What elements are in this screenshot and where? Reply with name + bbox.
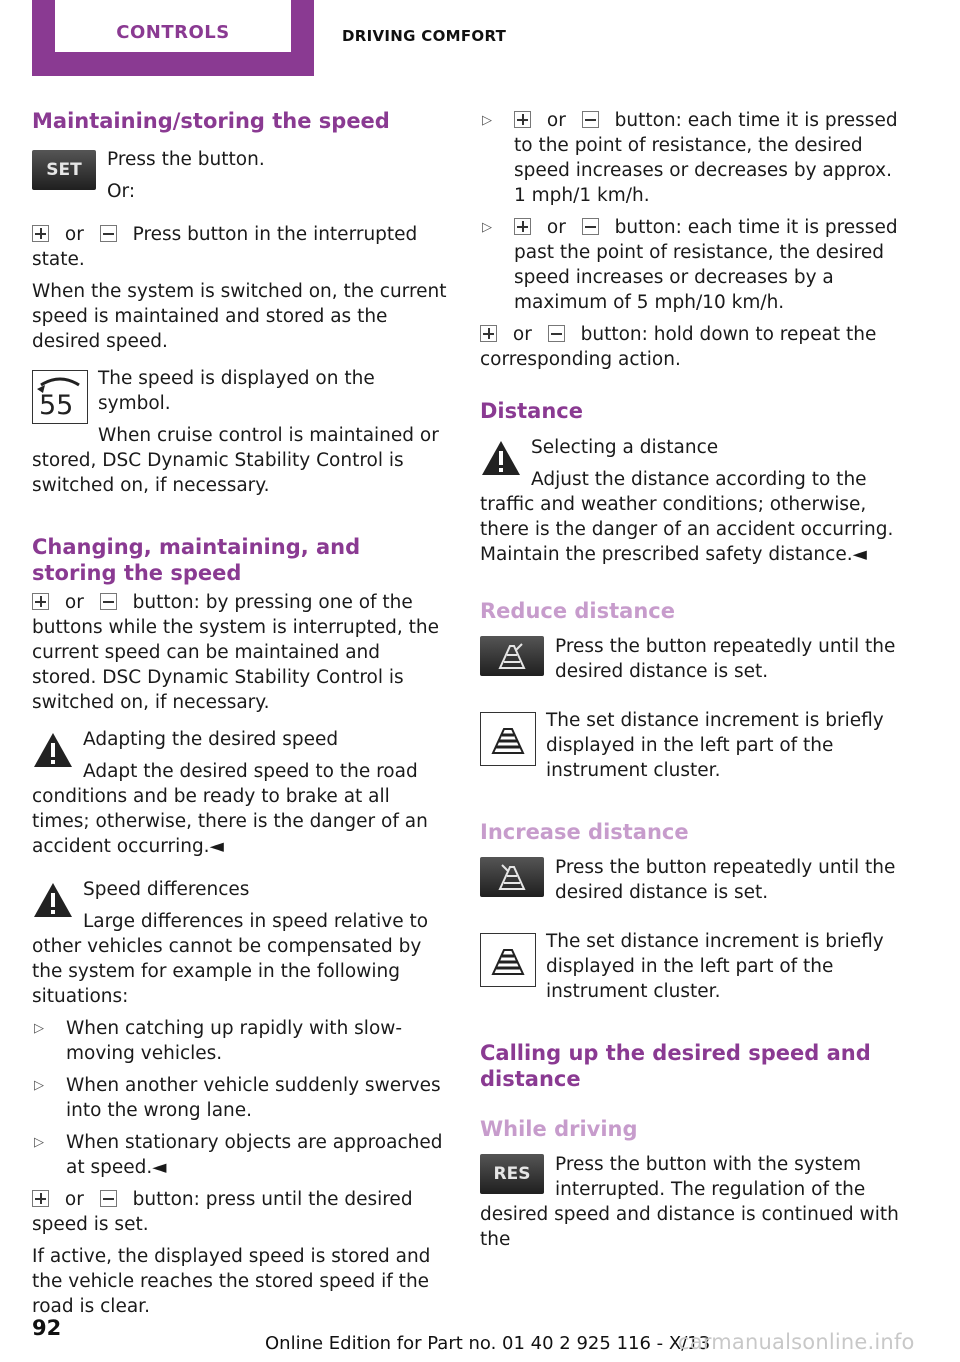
or-word: or xyxy=(546,217,566,238)
selecting-distance-text: Adjust the distance according to the traffic and weather conditions; otherwise, there is the danger of an accident occurring. Maintain the prescribed safety distance.◄ xyxy=(480,469,894,565)
switched-on-text: When the system is switched on, the current speed is maintained and stored as the desired speed. xyxy=(32,281,447,352)
heading-maintaining-storing: Maintaining/storing the speed xyxy=(32,109,390,133)
press-button-text: Press the button. xyxy=(107,149,265,170)
increase-press-block xyxy=(480,855,900,905)
distance-increment-symbol-icon xyxy=(480,712,536,766)
adapting-title: Adapting the desired speed xyxy=(83,729,339,750)
heading-while-driving: While driving xyxy=(480,1117,638,1141)
interrupted-state-line xyxy=(32,222,448,272)
hold-down-line xyxy=(480,322,900,372)
plus-button-icon xyxy=(32,593,49,610)
changing-text: button: by pressing one of the buttons while the system is interrupted, the current speed can be maintained and stored. DSC Dynamic Stability Control is switched on, if necessary. xyxy=(32,592,439,713)
warning-triangle-icon xyxy=(480,439,522,477)
or-label: Or: xyxy=(107,181,136,202)
list-item: ▷ When stationary objects are approached at speed.◄ xyxy=(34,1132,443,1178)
page-number: 92 xyxy=(32,1316,62,1340)
list-item xyxy=(480,215,900,315)
cruise-speed-symbol-icon xyxy=(32,370,88,424)
press-until-text: button: press until the desired speed is set. xyxy=(32,1189,413,1235)
header-tab-controls-label: CONTROLS xyxy=(55,0,291,52)
distance-reduce-key-icon xyxy=(480,636,544,676)
selecting-distance-title: Selecting a distance xyxy=(531,437,719,458)
res-key-icon: RES xyxy=(480,1154,544,1194)
adapting-warning-block xyxy=(32,727,448,859)
warning-triangle-icon xyxy=(32,881,74,919)
left-column xyxy=(32,108,448,1319)
speed-symbol-block xyxy=(32,366,448,498)
set-key-icon: SET xyxy=(32,150,96,190)
bullet-text: button: each time it is pressed past the point of resistance, the desired speed increases or decreases by a maximum of 5 mph/10 km/h. xyxy=(514,217,898,313)
press-until-line xyxy=(32,1187,448,1237)
heading-increase-distance: Increase distance xyxy=(480,820,689,844)
plus-button-icon xyxy=(480,325,497,342)
minus-button-icon xyxy=(548,325,565,342)
header-tab-controls xyxy=(32,0,314,76)
list-item xyxy=(480,108,900,208)
bullet-triangle-icon: ▷ xyxy=(34,1021,44,1036)
increase-press-text: Press the button repeatedly until the desired distance is set. xyxy=(555,857,896,903)
speed-symbol-value: 55 xyxy=(39,390,74,421)
minus-button-icon xyxy=(100,593,117,610)
list-item: ▷ When catching up rapidly with slow-moving vehicles. xyxy=(34,1018,403,1064)
plus-button-icon xyxy=(32,1190,49,1207)
minus-button-icon xyxy=(100,225,117,242)
or-word: or xyxy=(512,324,532,345)
res-button-block xyxy=(480,1152,900,1252)
bullet-triangle-icon: ▷ xyxy=(34,1135,44,1150)
header-tab-driving-comfort: DRIVING COMFORT xyxy=(342,27,507,45)
or-word: or xyxy=(64,1189,84,1210)
bullet-triangle-icon: ▷ xyxy=(482,220,492,235)
or-word: or xyxy=(546,110,566,131)
heading-changing-maintaining: Changing, maintaining, and storing the speed xyxy=(32,535,361,585)
set-button-block xyxy=(32,147,448,204)
reduce-increment-text: The set distance increment is briefly displayed in the left part of the instrument cluster. xyxy=(546,710,884,781)
increase-increment-text: The set distance increment is briefly displayed in the left part of the instrument cluster. xyxy=(546,931,884,1002)
plus-button-icon xyxy=(514,218,531,235)
bullet-triangle-icon: ▷ xyxy=(34,1078,44,1093)
if-active-text: If active, the displayed speed is stored and the vehicle reaches the stored speed if the road is clear. xyxy=(32,1246,431,1317)
situations-list xyxy=(32,1016,448,1180)
reduce-increment-block xyxy=(480,708,900,783)
adapting-text: Adapt the desired speed to the road conditions and be ready to brake at all times; otherwise, there is the danger of an accident occurring.◄ xyxy=(32,761,428,857)
speed-differences-block xyxy=(32,877,448,1009)
warning-triangle-icon xyxy=(32,731,74,769)
right-column xyxy=(480,108,900,1252)
heading-distance: Distance xyxy=(480,399,583,423)
heading-reduce-distance: Reduce distance xyxy=(480,599,675,623)
minus-button-icon xyxy=(582,111,599,128)
watermark-text: carmanualsonline.info xyxy=(678,1330,915,1354)
increase-increment-block xyxy=(480,929,900,1004)
minus-button-icon xyxy=(582,218,599,235)
speed-displayed-text: The speed is displayed on the symbol. xyxy=(98,368,375,414)
plus-button-icon xyxy=(32,225,49,242)
speed-differences-text: Large differences in speed relative to other vehicles cannot be compensated by the system for example in the following situations: xyxy=(32,911,429,1007)
hold-down-text: button: hold down to repeat the corresponding action. xyxy=(480,324,877,370)
heading-calling-up: Calling up the desired speed and distance xyxy=(480,1041,871,1091)
cruise-dsc-text: When cruise control is maintained or stored, DSC Dynamic Stability Control is switched on, if necessary. xyxy=(32,425,439,496)
button-behaviour-list xyxy=(480,108,900,315)
bullet-triangle-icon: ▷ xyxy=(482,113,492,128)
or-word: or xyxy=(64,224,84,245)
res-text: Press the button with the system interrupted. The regulation of the desired speed and distance is continued with the xyxy=(480,1154,899,1250)
or-word: or xyxy=(64,592,84,613)
distance-increment-symbol-icon xyxy=(480,933,536,987)
interrupted-state-text: Press button in the interrupted state. xyxy=(32,224,418,270)
distance-increase-key-icon xyxy=(480,857,544,897)
selecting-distance-block xyxy=(480,435,900,567)
reduce-press-block xyxy=(480,634,900,684)
edition-text: Online Edition for Part no. 01 40 2 925 116 - X/13 xyxy=(265,1333,711,1354)
minus-button-icon xyxy=(100,1190,117,1207)
list-item: ▷ When another vehicle suddenly swerves into the wrong lane. xyxy=(34,1075,441,1121)
changing-paragraph xyxy=(32,590,448,715)
bullet-text: button: each time it is pressed to the point of resistance, the desired speed increases or decreases by approx. 1 mph/1 km/h. xyxy=(514,110,898,206)
speed-differences-title: Speed differences xyxy=(83,879,250,900)
plus-button-icon xyxy=(514,111,531,128)
reduce-press-text: Press the button repeatedly until the desired distance is set. xyxy=(555,636,896,682)
